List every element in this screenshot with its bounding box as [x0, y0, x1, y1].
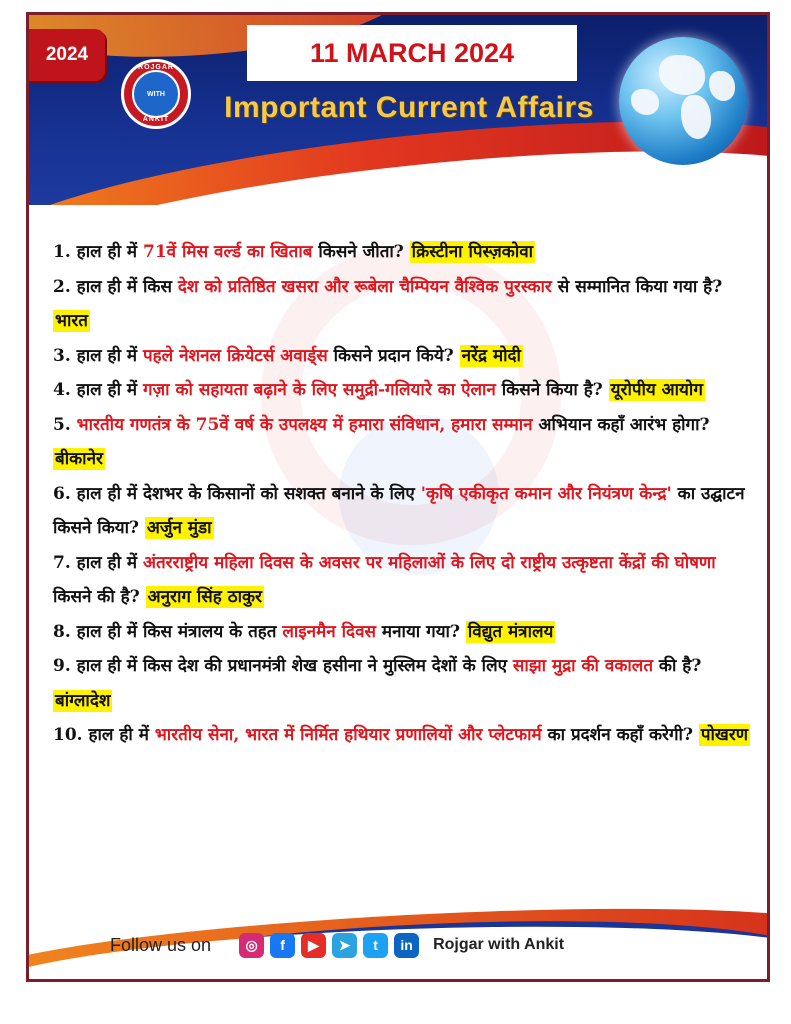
- question-highlight: भारतीय सेना, भारत में निर्मित हथियार प्रणालियों और प्लेटफार्म: [154, 725, 542, 745]
- answer-highlight: बांग्लादेश: [55, 690, 111, 711]
- question-item: [53, 615, 759, 650]
- logo-center-text: WITH: [147, 90, 165, 98]
- rojgar-with-ankit-logo: [121, 59, 191, 129]
- question-text: किसने जीता?: [312, 242, 410, 262]
- logo-top-text: ROJGAR: [138, 64, 174, 71]
- page-title: Important Current Affairs: [224, 91, 594, 124]
- question-text: हाल ही में: [76, 380, 143, 400]
- question-text: मनाया गया?: [376, 621, 466, 642]
- question-text: किसने किया है?: [495, 380, 609, 400]
- answer-highlight: भारत: [55, 311, 88, 331]
- year-badge: 2024: [29, 29, 105, 81]
- question-item: [53, 546, 759, 615]
- question-number: 6.: [53, 483, 77, 504]
- question-number: 10.: [53, 725, 89, 745]
- page-frame: [26, 12, 770, 982]
- question-number: 9.: [53, 656, 77, 676]
- instagram-icon[interactable]: ◎: [239, 933, 264, 958]
- social-icons: [239, 933, 425, 958]
- question-item: [53, 408, 759, 477]
- question-text: से सम्मानित किया गया है?: [551, 276, 723, 297]
- question-highlight: पहले नेशनल क्रियेटर्स अवार्ड्स: [142, 345, 328, 366]
- answer-highlight: यूरोपीय आयोग: [610, 380, 703, 400]
- answer-highlight: पोखरण: [700, 725, 749, 745]
- question-text: का उद्घाटन किसने किया?: [53, 483, 745, 538]
- answer-highlight: अनुराग सिंह ठाकुर: [147, 587, 262, 607]
- question-text: किसने प्रदान किये?: [327, 345, 460, 366]
- question-text: हाल ही में: [76, 345, 143, 366]
- question-highlight: 'कृषि एकीकृत कमान और नियंत्रण केन्द्र': [420, 483, 672, 504]
- header-banner: [29, 15, 770, 205]
- facebook-icon[interactable]: f: [270, 933, 295, 958]
- question-number: 7.: [53, 552, 77, 573]
- answer-highlight: विद्युत मंत्रालय: [467, 621, 554, 642]
- question-number: 3.: [53, 345, 77, 366]
- follow-label: Follow us on: [110, 934, 212, 955]
- twitter-icon[interactable]: t: [363, 933, 388, 958]
- question-text: हाल ही में: [88, 725, 155, 745]
- question-highlight: भारतीय गणतंत्र के 75वें वर्ष के उपलक्ष्य में हमारा संविधान, हमारा सम्मान: [76, 414, 533, 435]
- logo-center: [132, 70, 180, 118]
- question-number: 4.: [53, 380, 77, 400]
- question-item: [53, 373, 759, 408]
- question-text: का प्रदर्शन कहाँ करेगी?: [541, 725, 699, 745]
- brand-name: Rojgar with Ankit: [433, 936, 565, 953]
- question-item: [53, 270, 759, 339]
- question-number: 5.: [53, 414, 77, 435]
- globe-icon: [619, 37, 747, 165]
- youtube-icon[interactable]: ▶: [301, 933, 326, 958]
- question-text: अभियान कहाँ आरंभ होगा?: [532, 414, 710, 435]
- question-item: [53, 477, 759, 546]
- question-text: हाल ही में किस देश की प्रधानमंत्री शेख हसीना ने मुस्लिम देशों के लिए: [76, 656, 513, 676]
- answer-highlight: नरेंद्र मोदी: [461, 345, 521, 366]
- question-highlight: अंतरराष्ट्रीय महिला दिवस के अवसर पर महिलाओं के लिए दो राष्ट्रीय उत्कृष्टता केंद्रों की घोषणा: [142, 552, 716, 573]
- answer-highlight: बीकानेर: [55, 449, 103, 469]
- question-text: की है?: [653, 656, 702, 676]
- question-text: हाल ही में किस मंत्रालय के तहत: [76, 621, 283, 642]
- question-number: 1.: [53, 242, 77, 262]
- question-list: [53, 235, 759, 753]
- question-text: किसने की है?: [53, 587, 146, 607]
- question-text: हाल ही में: [76, 242, 143, 262]
- follow-bar: [110, 927, 650, 963]
- question-highlight: देश को प्रतिष्ठित खसरा और रूबेला चैम्पियन वैश्विक पुरस्कार: [177, 276, 552, 297]
- answer-highlight: अर्जुन मुंडा: [146, 518, 212, 538]
- question-highlight: लाइनमैन दिवस: [282, 621, 377, 642]
- question-text: हाल ही में: [76, 552, 143, 573]
- question-text: हाल ही में देशभर के किसानों को सशक्त बनाने के लिए: [76, 483, 421, 504]
- logo-bottom-text: ANKIT: [142, 116, 170, 123]
- question-item: [53, 718, 759, 753]
- question-highlight: गज़ा को सहायता बढ़ाने के लिए समुद्री-गलियारे का ऐलान: [142, 380, 496, 400]
- linkedin-icon[interactable]: in: [394, 933, 419, 958]
- question-highlight: साझा मुद्रा की वकालत: [512, 656, 654, 676]
- date-label: 11 MARCH 2024: [247, 25, 577, 81]
- question-highlight: 71वें मिस वर्ल्ड का खिताब: [142, 242, 313, 262]
- answer-highlight: क्रिस्टीना पिस्ज़कोवा: [411, 242, 534, 262]
- question-item: [53, 339, 759, 374]
- question-item: [53, 649, 759, 718]
- question-number: 2.: [53, 276, 77, 297]
- telegram-icon[interactable]: ➤: [332, 933, 357, 958]
- question-text: हाल ही में किस: [76, 276, 178, 297]
- question-number: 8.: [53, 621, 77, 642]
- question-item: [53, 235, 759, 270]
